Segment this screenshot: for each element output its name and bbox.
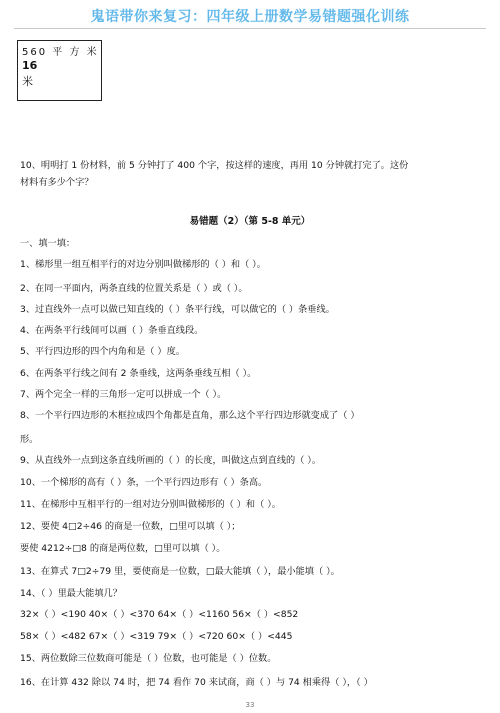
answer-box-line2: 16 [22,59,38,72]
answer-box [17,40,102,101]
item-13: 13、在算式 7□2÷79 里，要使商是一位数，□最大能填（ ），最小能填（ ）。 [20,566,340,577]
item-5: 5、平行四边形的四个内角和是（ ）度。 [20,346,185,357]
item-11: 11、在梯形中互相平行的一组对边分别叫做梯形的（ ）和（ ）。 [20,499,281,510]
question-10-line2: 材料有多少个字？ [20,177,94,188]
item-10: 10、一个梯形的高有（ ）条，一个平行四边形有（ ）条高。 [20,477,268,488]
item-12a: 12、要使 4□2÷46 的商是一位数，□里可以填（ ）； [20,521,241,532]
item-2: 2、在同一平面内，两条直线的位置关系是（ ）或（ ）。 [20,283,248,294]
item-9: 9、从直线外一点到这条直线所画的（ ）的长度，叫做这点到直线的（ ）。 [20,455,322,466]
item-16: 16、在计算 432 除以 74 时，把 74 看作 70 来试商，商（ ）与 74 相乘得（ ），（ ） [20,677,373,688]
item-7: 7、两个完全一样的三角形一定可以拼成一个（ ）。 [20,389,227,400]
item-4: 4、在两条平行线间可以画（ ）条垂直线段。 [20,325,204,336]
item-14: 14、（ ）里最大能填几？ [20,588,122,599]
part-heading: 一、填一填： [20,238,76,249]
page-header-title: 鬼语带你来复习：四年级上册数学易错题强化训练 [90,9,410,25]
item-1: 1、梯形里一组互相平行的对边分别叫做梯形的（ ）和（ ）。 [20,259,266,270]
answer-box-line3: 米 [22,75,33,88]
item-15: 15、两位数除三位数商可能是（ ）位数，也可能是（ ）位数。 [20,653,277,664]
item-14-row2: 58×（ ）<482 67×（ ）<319 79×（ ）<720 60×（ ）<445 [20,631,293,642]
section-title: 易错题（2）（第 5-8 单元） [189,216,311,227]
item-8-cont: 形。 [20,434,39,445]
page-number: 33 [245,701,255,709]
item-14-row1: 32×（ ）<190 40×（ ）<370 64×（ ）<1160 56×（ ）<852 [20,609,299,620]
item-8: 8、一个平行四边形的木框拉成四个角都是直角，那么这个平行四边形就变成了（ ） [20,410,360,421]
item-3: 3、过直线外一点可以做已知直线的（ ）条平行线，可以做它的（ ）条垂线。 [20,304,335,315]
item-12b: 要使 4212÷□8 的商是两位数，□里可以填（ ）。 [20,543,226,554]
question-10-line1: 10、明明打 1 份材料，前 5 分钟打了 400 个字，按这样的速度，再用 10 分钟就打完了。这份 [20,160,409,171]
item-6: 6、在两条平行线之间有 2 条垂线，这两条垂线互相（ ）。 [20,368,257,379]
answer-box-line1: 560 平 方 米 [22,47,99,58]
header-divider [14,28,486,29]
